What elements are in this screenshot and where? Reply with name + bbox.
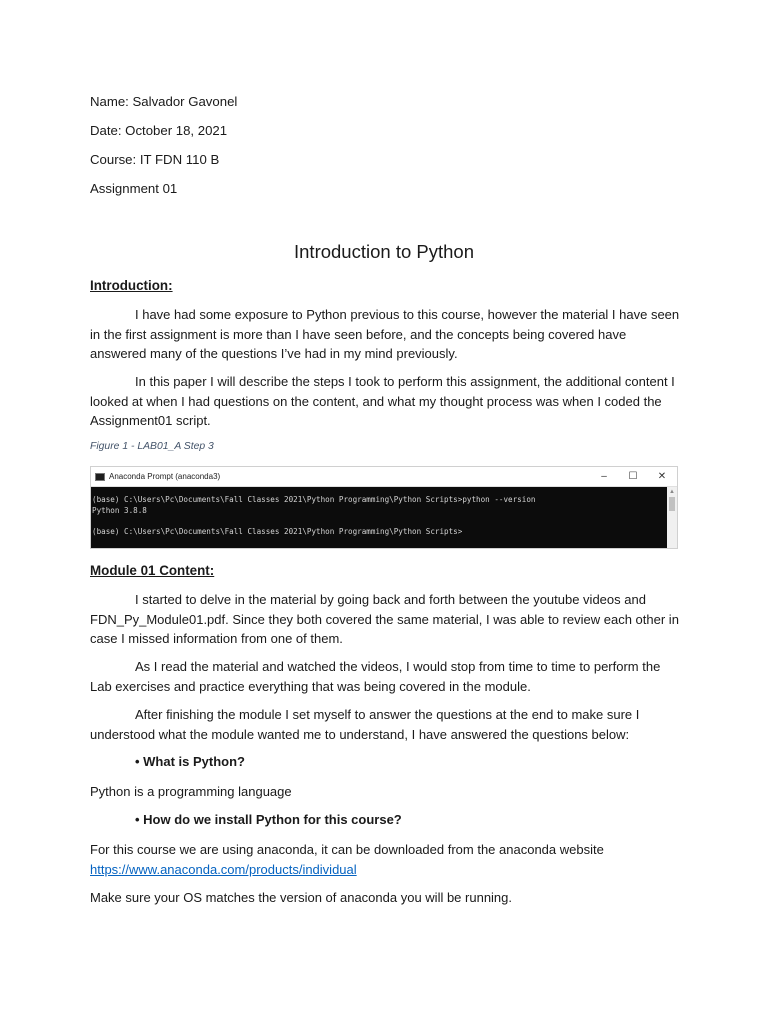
document-title: Introduction to Python <box>294 241 474 262</box>
answer-what-is-python: Python is a programming language <box>90 784 292 799</box>
terminal-titlebar <box>91 467 677 487</box>
course-code: Course: IT FDN 110 B <box>90 152 220 167</box>
document-date: Date: October 18, 2021 <box>90 123 228 138</box>
introduction-heading: Introduction: <box>90 278 173 293</box>
terminal-line: (base) C:\Users\Pc\Documents\Fall Classes 2021\Python Programming\Python Scripts>python --version <box>92 495 536 504</box>
module-paragraph-2: As I read the material and watched the videos, I would stop from time to time to perform the Lab exercises and practice everything that was being covered in the module. <box>90 659 661 694</box>
anaconda-download-link[interactable]: https://www.anaconda.com/products/individual <box>90 861 357 877</box>
close-icon: ✕ <box>657 471 667 482</box>
question-what-is-python: • What is Python? <box>135 754 245 769</box>
scroll-thumb <box>669 497 675 511</box>
scroll-up-icon: ▲ <box>669 489 675 495</box>
terminal-icon <box>95 473 105 481</box>
terminal-window-title: Anaconda Prompt (anaconda3) <box>109 472 221 481</box>
introduction-paragraph-1: I have had some exposure to Python previous to this course, however the material I have seen in the first assignment is more than I have seen before, and the concepts being covered have answered many of the questions I’ve had in my mind previously. <box>90 307 680 361</box>
module-heading: Module 01 Content: <box>90 563 215 578</box>
terminal-line: (base) C:\Users\Pc\Documents\Fall Classes 2021\Python Programming\Python Scripts> <box>92 527 463 536</box>
maximize-icon: ☐ <box>628 471 638 482</box>
author-name: Name: Salvador Gavonel <box>90 94 238 109</box>
terminal-screenshot <box>90 466 678 549</box>
answer-install-text: For this course we are using anaconda, it can be downloaded from the anaconda website <box>90 842 604 857</box>
module-paragraph-3: After finishing the module I set myself to answer the questions at the end to make sure I understood what the module wanted me to understand, I have answered the questions below: <box>90 707 640 742</box>
terminal-scrollbar <box>667 487 677 549</box>
terminal-body <box>91 487 667 549</box>
minimize-icon: – <box>601 471 607 482</box>
introduction-paragraph-2: In this paper I will describe the steps I took to perform this assignment, the additional content I looked at when I had questions on the content, and what my thought process was when I coded the Assignment01 script. <box>90 374 675 428</box>
answer-install-python <box>90 840 680 879</box>
module-paragraph-1: I started to delve in the material by going back and forth between the youtube videos and FDN_Py_Module01.pdf. Since they both covered the same material, I was able to review each other in case I missed information from one of them. <box>90 592 679 646</box>
figure-caption: Figure 1 - LAB01_A Step 3 <box>90 441 214 452</box>
question-install-python: • How do we install Python for this course? <box>135 812 402 827</box>
terminal-line: Python 3.8.8 <box>92 505 147 515</box>
os-version-note: Make sure your OS matches the version of anaconda you will be running. <box>90 890 513 905</box>
assignment-number: Assignment 01 <box>90 181 178 196</box>
